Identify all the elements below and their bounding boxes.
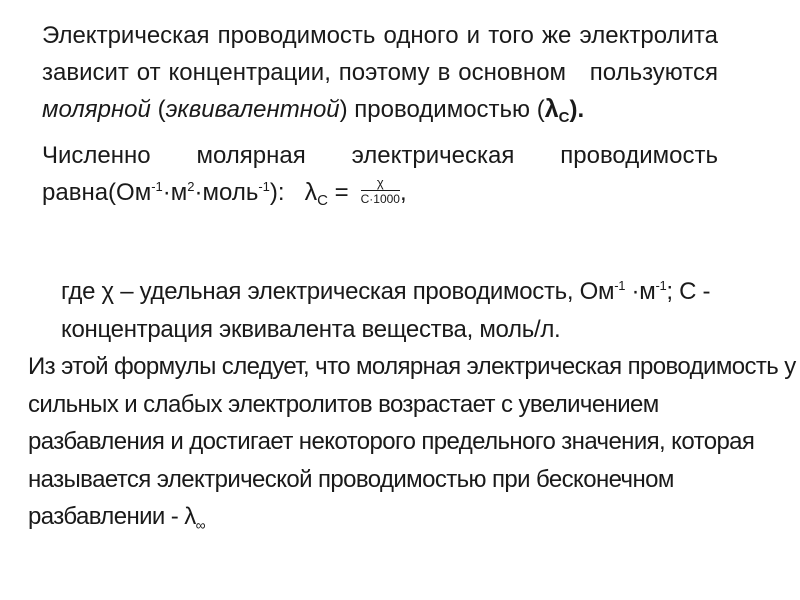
variables-explanation	[28, 274, 788, 347]
variables-text	[28, 274, 788, 347]
text-segment: ):	[269, 179, 285, 206]
conclusion-text: Из этой формулы следует, что молярная электрическая проводимость у сильных и слабых электролитов возрастает с увеличением разбавления и достигает некоторого предельного значения, которая называется электрической проводимостью при бесконечном разбавлении -	[28, 353, 796, 530]
text-segment: пользуются	[589, 59, 718, 86]
text-segment: ; С - концентрация эквивалента вещества, моль/л.	[61, 278, 711, 343]
superscript: -1	[258, 179, 270, 194]
lambda-symbol: λ	[544, 95, 559, 123]
superscript: -1	[655, 278, 667, 293]
definition-block	[42, 17, 718, 214]
infinity-subscript: ∞	[195, 517, 206, 533]
text-segment: ).	[569, 96, 585, 123]
term-equivalent: эквивалентной	[165, 96, 340, 123]
text-segment: ·м	[631, 278, 656, 305]
text-segment: ,	[399, 179, 407, 206]
chi-symbol: χ	[101, 278, 114, 305]
text-segment: где	[61, 278, 96, 305]
fraction-denominator: С·1000	[360, 191, 400, 206]
superscript: -1	[151, 179, 163, 194]
superscript: -1	[614, 278, 626, 293]
text-segment: – удельная электрическая проводимость, Ом	[120, 278, 615, 305]
text-segment: Электрическая проводимость одного и того же электролита зависит от концентрации, поэтому в основном	[42, 22, 718, 86]
lambda-symbol: λ	[184, 503, 196, 530]
equals-sign: =	[334, 179, 349, 206]
conclusion-paragraph	[28, 348, 798, 539]
text-segment: ) проводимостью (	[339, 96, 545, 123]
term-molar: молярной	[42, 96, 151, 123]
text-segment: ·м	[162, 179, 188, 206]
lambda-subscript: С	[317, 192, 328, 209]
text-segment: Численно молярная электрическая проводимость равна(Ом	[42, 142, 718, 206]
paragraph-conductivity-dependence	[42, 17, 718, 131]
lambda-subscript: С	[558, 109, 570, 126]
text-segment: ·моль	[194, 179, 259, 206]
paragraph-molar-formula	[42, 137, 718, 214]
text-segment: (	[157, 96, 166, 123]
lambda-symbol: λ	[304, 178, 318, 206]
superscript: 2	[187, 179, 195, 194]
fraction	[360, 174, 400, 206]
fraction-numerator: χ	[361, 177, 400, 191]
